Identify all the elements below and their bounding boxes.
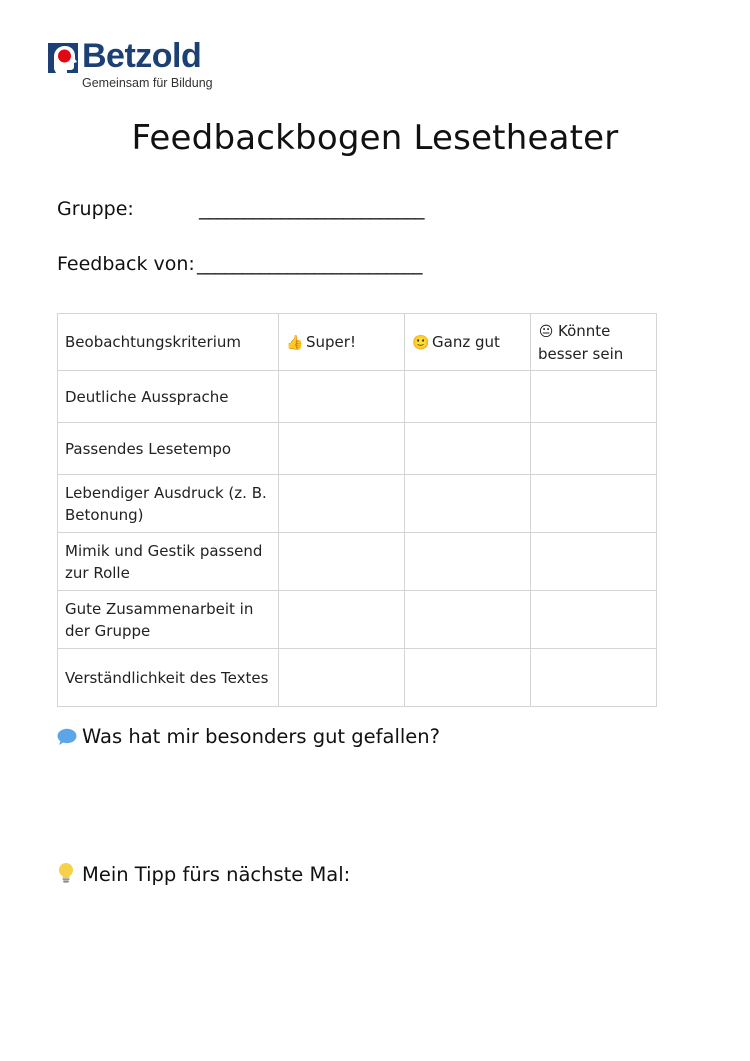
rating-cell-ganz-gut[interactable] <box>405 591 531 649</box>
criterion-cell: Mimik und Gestik passend zur Rolle <box>58 533 279 591</box>
rating-cell-ganz-gut[interactable] <box>405 533 531 591</box>
speech-bubble-icon <box>57 728 79 751</box>
criterion-cell: Deutliche Aussprache <box>58 371 279 423</box>
thumbs-up-icon: 👍 <box>286 334 304 351</box>
rating-cell-super[interactable] <box>279 591 405 649</box>
table-row <box>58 371 657 423</box>
tip-heading: Mein Tipp fürs nächste Mal: <box>82 863 351 886</box>
rating-cell-super[interactable] <box>279 475 405 533</box>
criterion-cell: Lebendiger Ausdruck (z. B. Betonung) <box>58 475 279 533</box>
rating-cell-koennte-besser[interactable] <box>531 371 657 423</box>
group-label: Gruppe: <box>57 198 134 220</box>
tip-section <box>57 862 350 889</box>
criterion-cell: Gute Zusammenarbeit in der Gruppe <box>58 591 279 649</box>
table-header-row <box>58 314 657 371</box>
rating-cell-ganz-gut[interactable] <box>405 371 531 423</box>
rating-cell-super[interactable] <box>279 371 405 423</box>
betzold-logo <box>48 37 248 92</box>
slightly-smiling-face-icon: 🙂 <box>412 334 430 351</box>
liked-most-section <box>57 725 440 751</box>
table-row <box>58 475 657 533</box>
feedback-table <box>57 313 657 707</box>
group-blank-line[interactable]: _________________________ <box>199 198 424 220</box>
table-row <box>58 649 657 707</box>
criterion-cell: Passendes Lesetempo <box>58 423 279 475</box>
page-title: Feedbackbogen Lesetheater <box>131 118 619 158</box>
feedback-from-field <box>57 253 422 275</box>
rating-cell-ganz-gut[interactable] <box>405 649 531 707</box>
rating-cell-super[interactable] <box>279 649 405 707</box>
table-row <box>58 533 657 591</box>
header-criterion: Beobachtungskriterium <box>58 314 279 371</box>
feedback-from-label: Feedback von: <box>57 253 195 275</box>
rating-cell-ganz-gut[interactable] <box>405 475 531 533</box>
rating-cell-koennte-besser[interactable] <box>531 533 657 591</box>
rating-cell-super[interactable] <box>279 423 405 475</box>
rating-cell-koennte-besser[interactable] <box>531 423 657 475</box>
rating-cell-ganz-gut[interactable] <box>405 423 531 475</box>
header-ganz-gut: 🙂 Ganz gut <box>405 314 531 371</box>
header-super: 👍 Super! <box>279 314 405 371</box>
criterion-cell: Verständlichkeit des Textes <box>58 649 279 707</box>
neutral-face-icon: 😐 <box>538 323 554 340</box>
table-row <box>58 591 657 649</box>
rating-cell-koennte-besser[interactable] <box>531 649 657 707</box>
feedback-from-blank-line[interactable]: _________________________ <box>197 253 422 275</box>
light-bulb-icon <box>57 862 79 889</box>
logo-wordmark: Betzold <box>82 37 202 75</box>
table-row <box>58 423 657 475</box>
head-profile-logo-icon <box>48 43 78 73</box>
rating-cell-koennte-besser[interactable] <box>531 475 657 533</box>
logo-tagline: Gemeinsam für Bildung <box>82 76 213 90</box>
liked-most-heading: Was hat mir besonders gut gefallen? <box>82 725 441 748</box>
header-koennte-besser: 😐 Könnte besser sein <box>531 314 657 371</box>
rating-cell-koennte-besser[interactable] <box>531 591 657 649</box>
group-field <box>57 198 424 220</box>
rating-cell-super[interactable] <box>279 533 405 591</box>
